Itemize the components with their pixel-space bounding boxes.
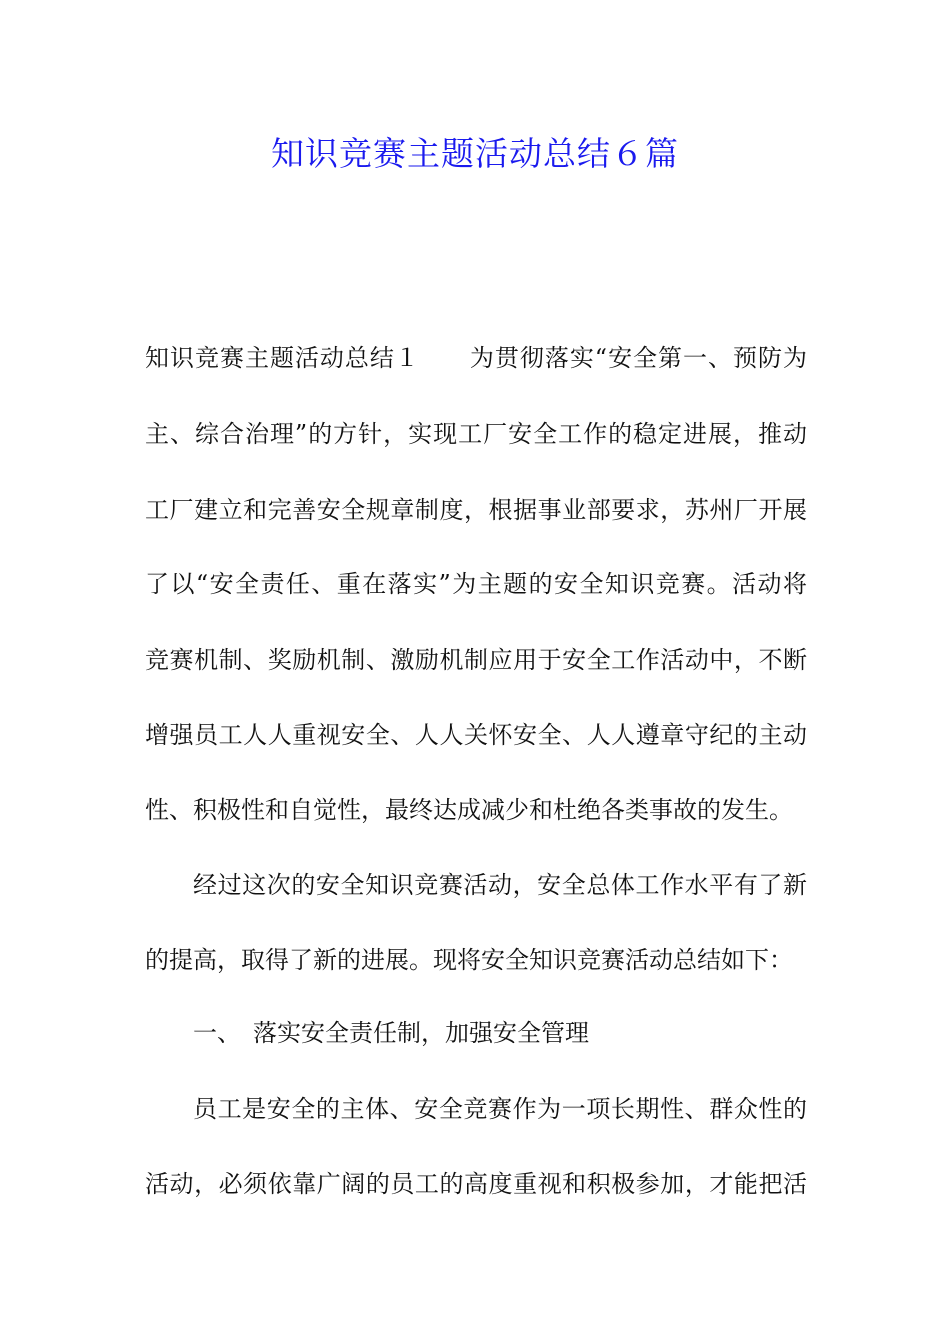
paragraph-line: 了以“安全责任、重在落实”为主题的安全知识竞赛。活动将: [145, 570, 807, 598]
paragraph-line: 增强员工人人重视安全、人人关怀安全、人人遵章守纪的主动: [145, 721, 807, 749]
paragraph-line: 的提高，取得了新的进展。现将安全知识竞赛活动总结如下：: [145, 946, 793, 974]
section-heading: 一、 落实安全责任制，加强安全管理: [193, 1019, 589, 1047]
paragraph-line: 性、积极性和自觉性，最终达成减少和杜绝各类事故的发生。: [145, 796, 793, 824]
paragraph-line: 工厂建立和完善安全规章制度，根据事业部要求，苏州厂开展: [145, 496, 807, 524]
document-title: 知识竞赛主题活动总结６篇: [271, 134, 679, 173]
paragraph-line: 经过这次的安全知识竞赛活动，安全总体工作水平有了新: [193, 871, 807, 899]
paragraph-line: 员工是安全的主体、安全竞赛作为一项长期性、群众性的: [193, 1095, 807, 1123]
paragraph-line: 活动，必须依靠广阔的员工的高度重视和积极参加，才能把活: [145, 1170, 807, 1198]
paragraph-line: 知识竞赛主题活动总结１ 为贯彻落实“安全第一、预防为: [145, 344, 807, 372]
paragraph-line: 竞赛机制、奖励机制、激励机制应用于安全工作活动中，不断: [145, 646, 807, 674]
paragraph-line: 主、综合治理”的方针，实现工厂安全工作的稳定进展，推动: [145, 420, 807, 448]
